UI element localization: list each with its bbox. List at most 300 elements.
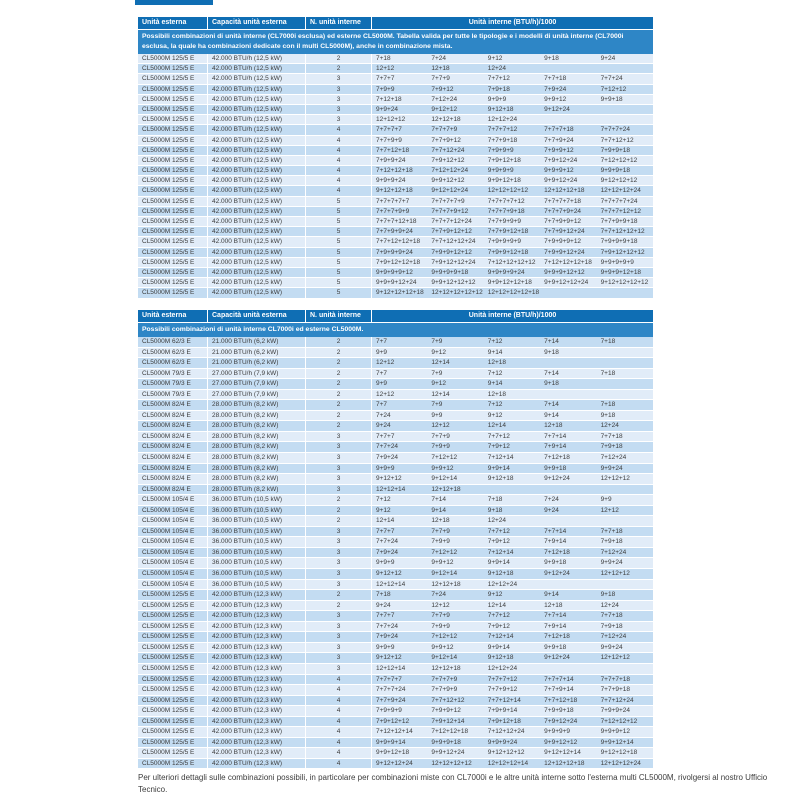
- table-row: [138, 207, 653, 217]
- cell-combination: 7+9+9: [431, 443, 450, 451]
- cell-combination: 9+12+14: [431, 654, 458, 662]
- cell-combination: 7+9+12+12+18: [371, 258, 427, 267]
- cell-combination: 12+12: [431, 601, 450, 609]
- cell-outdoor-unit: CL5000M 125/5 E: [142, 85, 195, 93]
- cell-combination: 7+12+12+12+18: [544, 258, 592, 266]
- cell-capacity: 42.000 BTU/h (12,3 kW): [207, 759, 305, 769]
- table-row: [138, 166, 653, 176]
- cell-combination: 7+9+12+14: [431, 717, 465, 725]
- cell-combination: 7+7+7+18: [544, 126, 574, 134]
- cell-combination: 9+12+14: [431, 475, 458, 483]
- cell-combination: 7+12+12+18: [431, 728, 469, 736]
- cell-combination: 7+7+7+7+7: [371, 197, 427, 206]
- cell-capacity: 36.000 BTU/h (10,5 kW): [207, 495, 305, 505]
- cell-combination: 7+18: [371, 590, 427, 600]
- cell-capacity: 42.000 BTU/h (12,3 kW): [207, 653, 305, 663]
- cell-capacity: 42.000 BTU/h (12,5 kW): [207, 197, 305, 206]
- cell-combination: 12+24: [487, 65, 507, 73]
- cell-combination: [484, 485, 540, 495]
- cell-outdoor-unit: CL5000M 62/3 E: [142, 338, 191, 345]
- cell-combination: 7+7+18: [600, 432, 623, 440]
- cell-combination: 7+7+7+24: [600, 126, 631, 134]
- cell-combination: 9+9+9+12+12: [544, 268, 585, 276]
- cell-outdoor-unit: CL5000M 82/4 E: [142, 475, 191, 483]
- cell-combination: 9+18: [487, 506, 503, 514]
- cell-combination: 12+12+12: [600, 570, 630, 578]
- cell-combination: 9+9+12: [544, 95, 567, 103]
- cell-combination: 9+24: [600, 55, 616, 62]
- cell-combination: 12+24: [600, 601, 619, 609]
- table-row: [138, 485, 653, 496]
- cell-combination: 7+7+9: [431, 527, 450, 535]
- cell-combination: 12+12+14: [371, 485, 427, 495]
- col-header-capacity: Capacità unità esterna: [207, 310, 305, 322]
- cell-combination: 9+14: [487, 380, 503, 388]
- cell-combination: 9+9: [431, 411, 443, 419]
- cell-capacity: 42.000 BTU/h (12,3 kW): [207, 696, 305, 706]
- col-header-outdoor-unit: Unità esterna: [142, 19, 187, 26]
- cell-combination: 7+7+12: [487, 432, 510, 440]
- cell-combination: 7+7+9: [431, 432, 450, 440]
- cell-indoor-count: 3: [305, 485, 371, 495]
- table-row: [138, 464, 653, 475]
- cell-indoor-count: 3: [305, 558, 371, 568]
- cell-outdoor-unit: CL5000M 125/5 E: [142, 105, 195, 113]
- cell-combination: 7+7+9+9+12: [544, 218, 582, 225]
- cell-combination: 9+9+9: [371, 643, 427, 653]
- cell-combination: 7+7+12: [487, 75, 510, 83]
- cell-outdoor-unit: CL5000M 105/4 E: [142, 570, 195, 578]
- cell-combination: 7+12+18: [544, 633, 570, 641]
- cell-capacity: 28.000 BTU/h (8,2 kW): [207, 411, 305, 421]
- cell-combination: 7+12+12+12: [600, 156, 638, 164]
- cell-capacity: 42.000 BTU/h (12,5 kW): [207, 258, 305, 267]
- cell-outdoor-unit: CL5000M 125/5 E: [142, 643, 195, 651]
- cell-capacity: 28.000 BTU/h (8,2 kW): [207, 421, 305, 431]
- cell-indoor-count: 2: [305, 54, 371, 63]
- cell-combination: 7+14: [544, 401, 559, 409]
- cell-outdoor-unit: CL5000M 125/5 E: [142, 75, 195, 83]
- table-row: [138, 675, 653, 686]
- cell-combination: 7+9+9: [431, 622, 450, 630]
- combinations-table-2: [138, 310, 653, 769]
- cell-combination: 7+9+18: [600, 538, 623, 546]
- cell-capacity: 42.000 BTU/h (12,5 kW): [207, 288, 305, 297]
- cell-capacity: 42.000 BTU/h (12,5 kW): [207, 54, 305, 63]
- cell-combination: 12+12: [600, 506, 619, 514]
- cell-outdoor-unit: CL5000M 125/5 E: [142, 601, 195, 609]
- cell-combination: 12+14: [371, 516, 427, 526]
- cell-combination: 7+9+9+9: [487, 146, 514, 154]
- cell-combination: [540, 580, 596, 590]
- cell-capacity: 42.000 BTU/h (12,5 kW): [207, 268, 305, 277]
- cell-combination: 7+7+12+18: [544, 696, 578, 704]
- cell-outdoor-unit: CL5000M 105/4 E: [142, 548, 195, 556]
- cell-indoor-count: 3: [305, 611, 371, 621]
- cell-capacity: 28.000 BTU/h (8,2 kW): [207, 442, 305, 452]
- cell-outdoor-unit: CL5000M 125/5 E: [142, 675, 195, 683]
- cell-outdoor-unit: CL5000M 125/5 E: [142, 187, 195, 195]
- cell-combination: 7+9+9+24: [600, 707, 631, 715]
- cell-capacity: 42.000 BTU/h (12,3 kW): [207, 675, 305, 685]
- cell-combination: 7+9+9+24: [371, 156, 427, 165]
- cell-combination: 12+12+24: [487, 580, 518, 588]
- cell-combination: [597, 580, 653, 590]
- cell-capacity: 42.000 BTU/h (12,3 kW): [207, 685, 305, 695]
- cell-combination: 9+12+18: [487, 475, 514, 483]
- cell-capacity: 42.000 BTU/h (12,5 kW): [207, 64, 305, 73]
- cell-outdoor-unit: CL5000M 62/3 E: [142, 359, 191, 367]
- cell-combination: 12+14: [487, 601, 507, 609]
- cell-capacity: 42.000 BTU/h (12,5 kW): [207, 227, 305, 236]
- cell-combination: 9+12: [431, 380, 447, 388]
- cell-capacity: 21.000 BTU/h (6,2 kW): [207, 358, 305, 368]
- cell-combination: 12+18: [544, 601, 563, 609]
- cell-combination: 9+9+14: [487, 464, 510, 472]
- cell-combination: 9+9+9: [371, 558, 427, 568]
- cell-combination: [540, 358, 596, 368]
- cell-combination: 7+7+9: [431, 612, 450, 620]
- cell-combination: 9+12+12+12+18: [371, 288, 427, 297]
- cell-indoor-count: 4: [305, 717, 371, 727]
- cell-combination: 9+12+24: [544, 475, 570, 483]
- cell-combination: 12+12+12+24: [600, 187, 641, 195]
- cell-indoor-count: 2: [305, 369, 371, 379]
- table-row: [138, 400, 653, 411]
- cell-combination: 9+9+18: [544, 464, 567, 472]
- cell-combination: [597, 348, 653, 358]
- cell-outdoor-unit: CL5000M 125/5 E: [142, 707, 195, 715]
- cell-combination: 7+12+12: [431, 633, 458, 641]
- cell-indoor-count: 4: [305, 696, 371, 706]
- cell-combination: 7+7+9+12: [431, 136, 461, 144]
- cell-combination: 7+7: [371, 369, 427, 379]
- cell-combination: 7+7+18: [600, 612, 623, 620]
- cell-combination: 9+12+12: [371, 474, 427, 484]
- cell-combination: 9+14: [544, 411, 559, 419]
- cell-combination: 7+9+9+9: [371, 706, 427, 716]
- cell-combination: 12+12+18: [431, 580, 461, 588]
- cell-combination: 9+12+12+12: [600, 177, 638, 185]
- cell-combination: 9+9+12: [431, 559, 454, 567]
- cell-combination: 9+12+14: [431, 570, 458, 578]
- table-row: [138, 474, 653, 485]
- cell-combination: 7+7+14: [544, 612, 567, 620]
- cell-combination: 7+12+14: [487, 633, 514, 641]
- cell-combination: 9+9+14: [487, 559, 510, 567]
- cell-combination: 9+12+24: [544, 654, 570, 662]
- cell-combination: 9+12: [431, 348, 447, 356]
- cell-indoor-count: 3: [305, 537, 371, 547]
- cell-capacity: 42.000 BTU/h (12,5 kW): [207, 176, 305, 185]
- cell-indoor-count: 3: [305, 85, 371, 94]
- cell-combination: 7+7+9+9+24: [371, 227, 427, 236]
- cell-combination: 7+7+7+7+9: [431, 197, 465, 205]
- cell-combination: 9+9+9+9+12: [371, 268, 427, 277]
- cell-combination: [597, 358, 653, 368]
- cell-combination: 7+7+9+9: [431, 686, 458, 694]
- cropped-header-fragment: [135, 0, 213, 5]
- cell-indoor-count: 3: [305, 632, 371, 642]
- cell-combination: 9+12+12+24: [371, 759, 427, 769]
- cell-outdoor-unit: CL5000M 125/5 E: [142, 622, 195, 630]
- cell-capacity: 36.000 BTU/h (10,5 kW): [207, 569, 305, 579]
- cell-outdoor-unit: CL5000M 105/4 E: [142, 517, 195, 525]
- cell-combination: 7+7+12+12+18: [371, 237, 427, 246]
- cell-outdoor-unit: CL5000M 105/4 E: [142, 506, 195, 514]
- cell-combination: 7+9+9+14: [487, 707, 518, 715]
- cell-combination: [540, 115, 596, 124]
- cell-combination: 7+7+9+18: [487, 136, 518, 144]
- cell-capacity: 36.000 BTU/h (10,5 kW): [207, 580, 305, 590]
- cell-combination: 9+12: [371, 506, 427, 516]
- cell-combination: 9+12+12+14: [544, 749, 581, 757]
- cell-combination: 9+9+12+18: [371, 748, 427, 758]
- cell-combination: 9+9+24: [371, 105, 427, 114]
- cell-outdoor-unit: CL5000M 82/4 E: [142, 464, 191, 472]
- table-row: [138, 537, 653, 548]
- cell-indoor-count: 2: [305, 516, 371, 526]
- cell-combination: [540, 664, 596, 674]
- cell-combination: 7+9+9+12: [431, 707, 461, 715]
- cell-indoor-count: 4: [305, 727, 371, 737]
- cell-combination: 9+9+12+14: [600, 738, 634, 746]
- cell-combination: 7+7+7+7: [371, 125, 427, 134]
- cell-combination: 7+9+24: [371, 453, 427, 463]
- table-body: [138, 337, 653, 769]
- cell-combination: 7+9+12+12+24: [431, 258, 476, 266]
- cell-indoor-count: 3: [305, 653, 371, 663]
- cell-combination: 7+7+7+18: [600, 675, 631, 683]
- cell-combination: 9+9+12+18: [487, 177, 521, 185]
- cell-combination: 12+12+24: [487, 116, 518, 124]
- cell-indoor-count: 3: [305, 464, 371, 474]
- cell-combination: 7+12+24: [431, 95, 458, 103]
- cell-outdoor-unit: CL5000M 125/5 E: [142, 633, 195, 641]
- cell-combination: 7+7+7+12+12: [600, 207, 642, 215]
- table-row: [138, 432, 653, 443]
- col-header-capacity: Capacità unità esterna: [207, 17, 305, 29]
- cell-indoor-count: 5: [305, 207, 371, 216]
- cell-outdoor-unit: CL5000M 125/5 E: [142, 126, 195, 134]
- table-row: [138, 358, 653, 369]
- cell-indoor-count: 3: [305, 115, 371, 124]
- cell-combination: 12+12+14: [371, 580, 427, 590]
- cell-combination: [597, 390, 653, 400]
- cell-combination: 9+14: [544, 591, 559, 599]
- cell-combination: 12+12: [371, 358, 427, 368]
- cell-combination: [597, 379, 653, 389]
- cell-combination: 7+7+7+7+12: [487, 197, 525, 205]
- cell-combination: 7+18: [600, 401, 616, 409]
- cell-outdoor-unit: CL5000M 105/4 E: [142, 580, 195, 588]
- col-header-indoor-units: Unità interne (BTU/h)/1000: [371, 17, 653, 29]
- cell-combination: 9+9+9+9+24: [487, 268, 525, 276]
- cell-combination: [597, 664, 653, 674]
- cell-combination: 7+18: [600, 369, 616, 377]
- cell-capacity: 42.000 BTU/h (12,3 kW): [207, 748, 305, 758]
- cell-combination: 7+12+24: [600, 454, 627, 462]
- cell-combination: 7+7+7+9+24: [544, 207, 582, 215]
- cell-outdoor-unit: CL5000M 125/5 E: [142, 55, 195, 62]
- cell-combination: 7+7+7+24: [371, 685, 427, 695]
- cell-indoor-count: 3: [305, 569, 371, 579]
- cell-combination: 9+12+12+18: [371, 186, 427, 195]
- cell-indoor-count: 4: [305, 166, 371, 175]
- cell-combination: 7+7+12+12: [600, 136, 634, 144]
- cell-combination: 7+9+14: [544, 443, 567, 451]
- table-note: Possibili combinazioni di unità interne CL7000i ed esterne CL5000M.: [138, 323, 653, 337]
- table-row: [138, 217, 653, 227]
- cell-indoor-count: 2: [305, 358, 371, 368]
- cell-capacity: 42.000 BTU/h (12,5 kW): [207, 217, 305, 226]
- cell-indoor-count: 5: [305, 268, 371, 277]
- cell-combination: 9+18: [600, 591, 616, 599]
- cell-combination: 7+9+9+12+18: [487, 248, 529, 256]
- cell-combination: 9+9+9+9: [487, 167, 514, 175]
- cell-combination: 9+9+9+24: [487, 738, 518, 746]
- cell-indoor-count: 3: [305, 580, 371, 590]
- cell-combination: 9+9+9+18: [600, 167, 631, 175]
- cell-combination: 9+24: [544, 506, 559, 514]
- cell-combination: 7+7+7+7: [371, 675, 427, 685]
- cell-outdoor-unit: CL5000M 125/5 E: [142, 728, 195, 736]
- cell-indoor-count: 2: [305, 390, 371, 400]
- table-row: [138, 369, 653, 380]
- cell-outdoor-unit: CL5000M 125/5 E: [142, 696, 195, 704]
- cell-combination: [597, 105, 653, 114]
- cell-combination: 9+9+12+12+18: [487, 279, 532, 287]
- cell-combination: 7+7+9+9+18: [600, 218, 638, 225]
- cell-capacity: 36.000 BTU/h (10,5 kW): [207, 506, 305, 516]
- cell-combination: 9+9+14: [487, 643, 510, 651]
- cell-capacity: 36.000 BTU/h (10,5 kW): [207, 548, 305, 558]
- table-row: [138, 64, 653, 74]
- cell-indoor-count: 2: [305, 506, 371, 516]
- cell-combination: 9+18: [600, 411, 616, 419]
- cell-combination: 7+14: [431, 496, 447, 504]
- table-row: [138, 268, 653, 278]
- cell-combination: 9+9+12: [431, 643, 454, 651]
- cell-combination: 7+12+12: [431, 548, 458, 556]
- cell-capacity: 28.000 BTU/h (8,2 kW): [207, 432, 305, 442]
- page-footer-note: Per ulteriori dettagli sulle combinazioni possibili, in particolare per combinazioni miste con CL7000i e le altre unità interne sotto l'esterna multi CL5000M, rivolgersi al nostro Ufficio Tecnico.: [138, 773, 768, 794]
- cell-combination: 12+12+12+12: [487, 187, 529, 195]
- cell-outdoor-unit: CL5000M 125/5 E: [142, 167, 195, 175]
- col-header-outdoor-unit: Unità esterna: [142, 312, 187, 319]
- cell-combination: 9+9: [371, 379, 427, 389]
- cell-combination: 7+9+12: [431, 85, 454, 93]
- cell-combination: 7+7+12+24: [600, 696, 634, 704]
- cell-combination: 12+12+12: [600, 654, 630, 662]
- cell-outdoor-unit: CL5000M 125/5 E: [142, 279, 195, 287]
- cell-combination: 9+12+24: [544, 570, 570, 578]
- cell-capacity: 42.000 BTU/h (12,3 kW): [207, 664, 305, 674]
- cell-combination: 9+12+18: [487, 570, 514, 578]
- cell-outdoor-unit: CL5000M 125/5 E: [142, 749, 195, 757]
- cell-indoor-count: 5: [305, 237, 371, 246]
- cell-capacity: 42.000 BTU/h (12,5 kW): [207, 125, 305, 134]
- cell-combination: 7+7+12+12+12: [600, 228, 645, 236]
- cell-outdoor-unit: CL5000M 125/5 E: [142, 207, 195, 215]
- table-row: [138, 506, 653, 517]
- cell-combination: 7+12: [371, 495, 427, 505]
- cell-capacity: 42.000 BTU/h (12,5 kW): [207, 105, 305, 114]
- cell-combination: 7+7+9+12+18: [487, 228, 529, 236]
- cell-indoor-count: 5: [305, 217, 371, 226]
- cell-capacity: 42.000 BTU/h (12,5 kW): [207, 136, 305, 145]
- cell-outdoor-unit: CL5000M 125/5 E: [142, 248, 195, 256]
- cell-combination: 7+9+12+24: [544, 156, 578, 164]
- table-row: [138, 390, 653, 401]
- cell-capacity: 42.000 BTU/h (12,5 kW): [207, 146, 305, 155]
- table-row: [138, 258, 653, 268]
- cell-combination: 7+7+7+9: [431, 126, 458, 134]
- cell-outdoor-unit: CL5000M 125/5 E: [142, 654, 195, 662]
- cell-indoor-count: 4: [305, 136, 371, 145]
- cell-combination: [540, 485, 596, 495]
- cell-capacity: 42.000 BTU/h (12,3 kW): [207, 717, 305, 727]
- table-row: [138, 738, 653, 749]
- table-row: [138, 85, 653, 95]
- cell-capacity: 42.000 BTU/h (12,5 kW): [207, 166, 305, 175]
- table-row: [138, 653, 653, 664]
- table-row: [138, 611, 653, 622]
- cell-indoor-count: 5: [305, 288, 371, 297]
- cell-combination: 7+7+18: [600, 527, 623, 535]
- cell-combination: 12+14: [431, 359, 450, 367]
- cell-combination: 12+12+12+14: [487, 759, 529, 767]
- cell-outdoor-unit: CL5000M 125/5 E: [142, 116, 195, 124]
- cell-combination: 7+7+12: [487, 612, 510, 620]
- cell-outdoor-unit: CL5000M 125/5 E: [142, 717, 195, 725]
- table-row: [138, 453, 653, 464]
- cell-capacity: 42.000 BTU/h (12,5 kW): [207, 95, 305, 104]
- cell-outdoor-unit: CL5000M 125/5 E: [142, 177, 195, 185]
- cell-combination: 9+9+9: [371, 464, 427, 474]
- cell-indoor-count: 4: [305, 685, 371, 695]
- cell-combination: 7+7+7: [371, 74, 427, 83]
- cell-combination: 7+12+12+12: [600, 717, 638, 725]
- cell-combination: 7+7+7+9: [431, 675, 458, 683]
- cell-indoor-count: 2: [305, 495, 371, 505]
- cell-combination: 9+9+18: [600, 95, 623, 103]
- cell-outdoor-unit: CL5000M 125/5 E: [142, 759, 195, 767]
- table-row: [138, 717, 653, 728]
- cell-combination: [540, 64, 596, 73]
- cell-combination: 7+12: [487, 338, 503, 345]
- cell-indoor-count: 3: [305, 453, 371, 463]
- table-row: [138, 558, 653, 569]
- cell-combination: 7+9+12: [487, 443, 510, 451]
- cell-combination: 7+14: [544, 369, 559, 377]
- cell-capacity: 28.000 BTU/h (8,2 kW): [207, 400, 305, 410]
- table-row: [138, 421, 653, 432]
- cell-indoor-count: 2: [305, 421, 371, 431]
- cell-combination: 7+7+12+24: [431, 146, 465, 154]
- cell-combination: 9+9+12+12: [431, 177, 465, 185]
- cell-combination: 7+9+9: [371, 85, 427, 94]
- cell-combination: 12+18: [487, 390, 507, 398]
- cell-combination: 12+12+12+12+12: [431, 289, 483, 297]
- cell-combination: 7+7+7+9+12: [431, 207, 469, 215]
- table-row: [138, 186, 653, 196]
- cell-outdoor-unit: CL5000M 82/4 E: [142, 443, 191, 451]
- cell-combination: 7+18: [487, 496, 503, 504]
- cell-outdoor-unit: CL5000M 125/5 E: [142, 95, 195, 103]
- cell-outdoor-unit: CL5000M 125/5 E: [142, 65, 195, 73]
- cell-outdoor-unit: CL5000M 105/4 E: [142, 527, 195, 535]
